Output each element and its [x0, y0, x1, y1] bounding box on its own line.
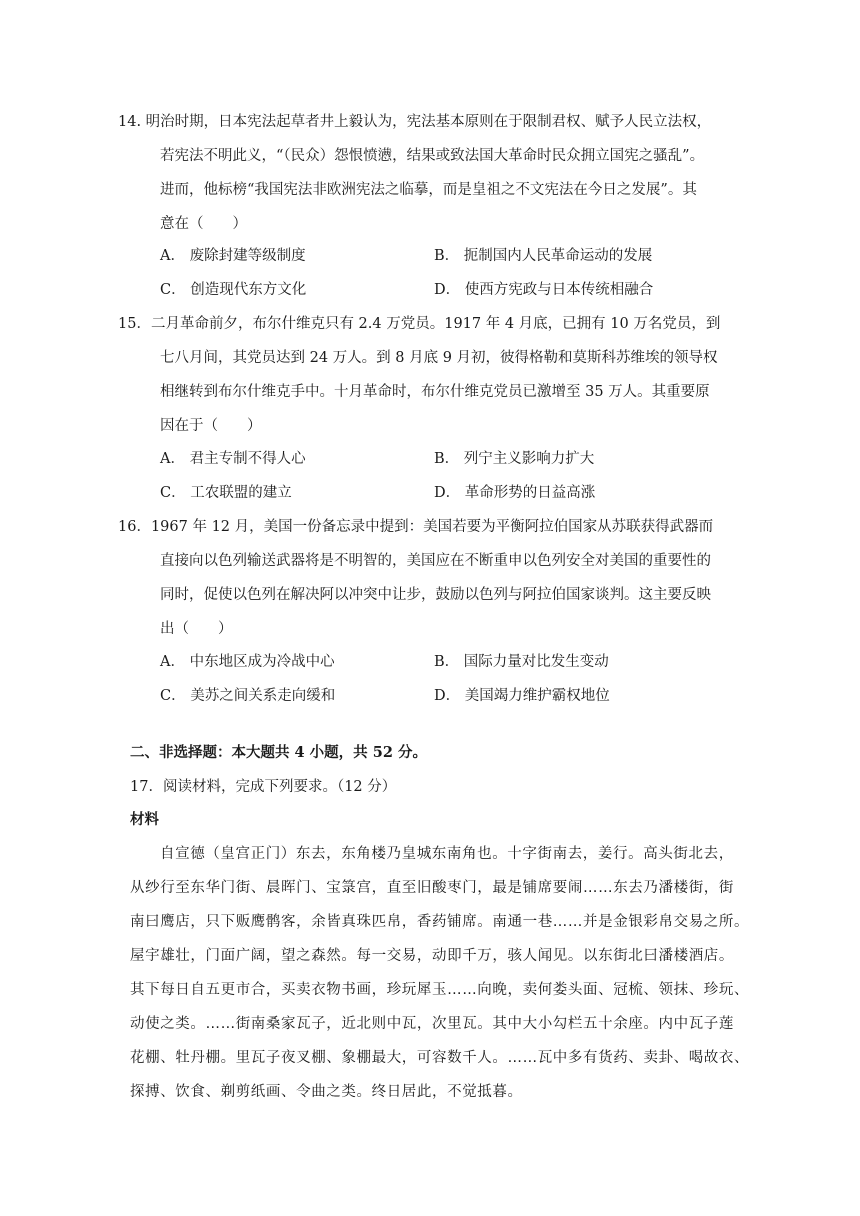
option-b[interactable]: B． 扼制国内人民革命运动的发展 [434, 248, 653, 264]
material-line-5: 其下每日自五更市合，买卖衣物书画，珍玩犀玉……向晚，卖何娄头面、冠梳、领抹、珍玩、 [130, 982, 750, 998]
question-14-line-4: 意在（ ） [160, 216, 247, 232]
question-14-line-2: 若宪法不明此义，“（民众）怨恨愤懑，结果或致法国大革命时民众拥立国宪之骚乱”。 [160, 148, 705, 164]
question-16-line-3: 同时，促使以色列在解决阿以冲突中让步，鼓励以色列与阿拉伯国家谈判。这主要反映 [160, 587, 711, 603]
material-line-8: 探搏、饮食、剃剪纸画、令曲之类。终日居此，不觉抵暮。 [130, 1084, 523, 1100]
question-15-line-4: 因在于（ ） [160, 418, 262, 434]
question-15-line-2: 七八月间，其党员达到 24 万人。到 8 月底 9 月初，彼得格勒和莫斯科苏维埃的领导权 [160, 350, 718, 366]
option-b[interactable]: B． 列宁主义影响力扩大 [434, 451, 595, 467]
material-text [130, 837, 750, 1109]
question-14-line-3: 进而，他标榜“我国宪法非欧洲宪法之临摹，而是皇祖之不文宪法在今日之发展”。其 [160, 182, 697, 198]
option-c[interactable]: C． 工农联盟的建立 [160, 485, 292, 501]
option-a[interactable]: A． 中东地区成为冷战中心 [160, 654, 335, 670]
material-line-7: 花棚、牡丹棚。里瓦子夜叉棚、象棚最大，可容数千人。……瓦中多有货药、卖卦、喝故衣、 [130, 1050, 750, 1066]
question-15-line-3: 相继转到布尔什维克手中。十月革命时，布尔什维克党员已激增至 35 万人。其重要原 [160, 384, 710, 400]
section-2-heading: 二、非选择题：本大题共 4 小题，共 52 分。 [130, 744, 427, 761]
question-15-line-1: 15．二月革命前夕，布尔什维克只有 2.4 万党员。1917 年 4 月底，已拥有 10 万名党员，到 [118, 316, 721, 332]
option-d[interactable]: D． 美国竭力维护霸权地位 [434, 688, 610, 704]
question-14 [118, 105, 730, 241]
material-line-4: 屋宇雄壮，门面广阔，望之森然。每一交易，动即千万，骇人闻见。以东街北曰潘楼酒店。 [130, 948, 734, 964]
option-c[interactable]: C． 创造现代东方文化 [160, 282, 307, 298]
question-14-options [160, 239, 720, 307]
option-a[interactable]: A． 废除封建等级制度 [160, 248, 306, 264]
option-c[interactable]: C． 美苏之间关系走向缓和 [160, 688, 336, 704]
material-line-6: 动使之类。……街南桑家瓦子，近北则中瓦，次里瓦。其中大小勾栏五十余座。内中瓦子莲 [130, 1016, 734, 1032]
question-16-line-4: 出（ ） [160, 621, 233, 637]
question-16-line-2: 直接向以色列输送武器将是不明智的，美国应在不断重申以色列安全对美国的重要性的 [160, 553, 711, 569]
option-a[interactable]: A． 君主专制不得人心 [160, 451, 306, 467]
question-15 [118, 307, 730, 443]
question-16-options [160, 645, 720, 713]
question-14-line-1: 14. 明治时期，日本宪法起草者井上毅认为，宪法基本原则在于限制君权、赋予人民立法权， [118, 114, 712, 130]
question-16-line-1: 16．1967 年 12 月，美国一份备忘录中提到：美国若要为平衡阿拉伯国家从苏联获得武器而 [118, 519, 714, 535]
question-17-prompt: 17．阅读材料，完成下列要求。（12 分） [130, 779, 397, 795]
material-label: 材料 [130, 811, 159, 828]
material-line-2: 从纱行至东华门街、晨晖门、宝箓宫，直至旧酸枣门，最是铺席要闹……东去乃潘楼街，街 [130, 880, 734, 896]
material-line-3: 南曰鹰店，只下贩鹰鹘客，余皆真珠匹帛，香药铺席。南通一巷……并是金银彩帛交易之所。 [130, 914, 750, 930]
option-b[interactable]: B． 国际力量对比发生变动 [434, 654, 609, 670]
question-15-options [160, 442, 720, 510]
option-d[interactable]: D． 革命形势的日益高涨 [434, 485, 596, 501]
option-d[interactable]: D． 使西方宪政与日本传统相融合 [434, 282, 654, 298]
question-16 [118, 510, 730, 646]
material-line-1: 自宣德（皇宫正门）东去，东角楼乃皇城东南角也。十字街南去，姜行。高头街北去， [160, 846, 734, 862]
